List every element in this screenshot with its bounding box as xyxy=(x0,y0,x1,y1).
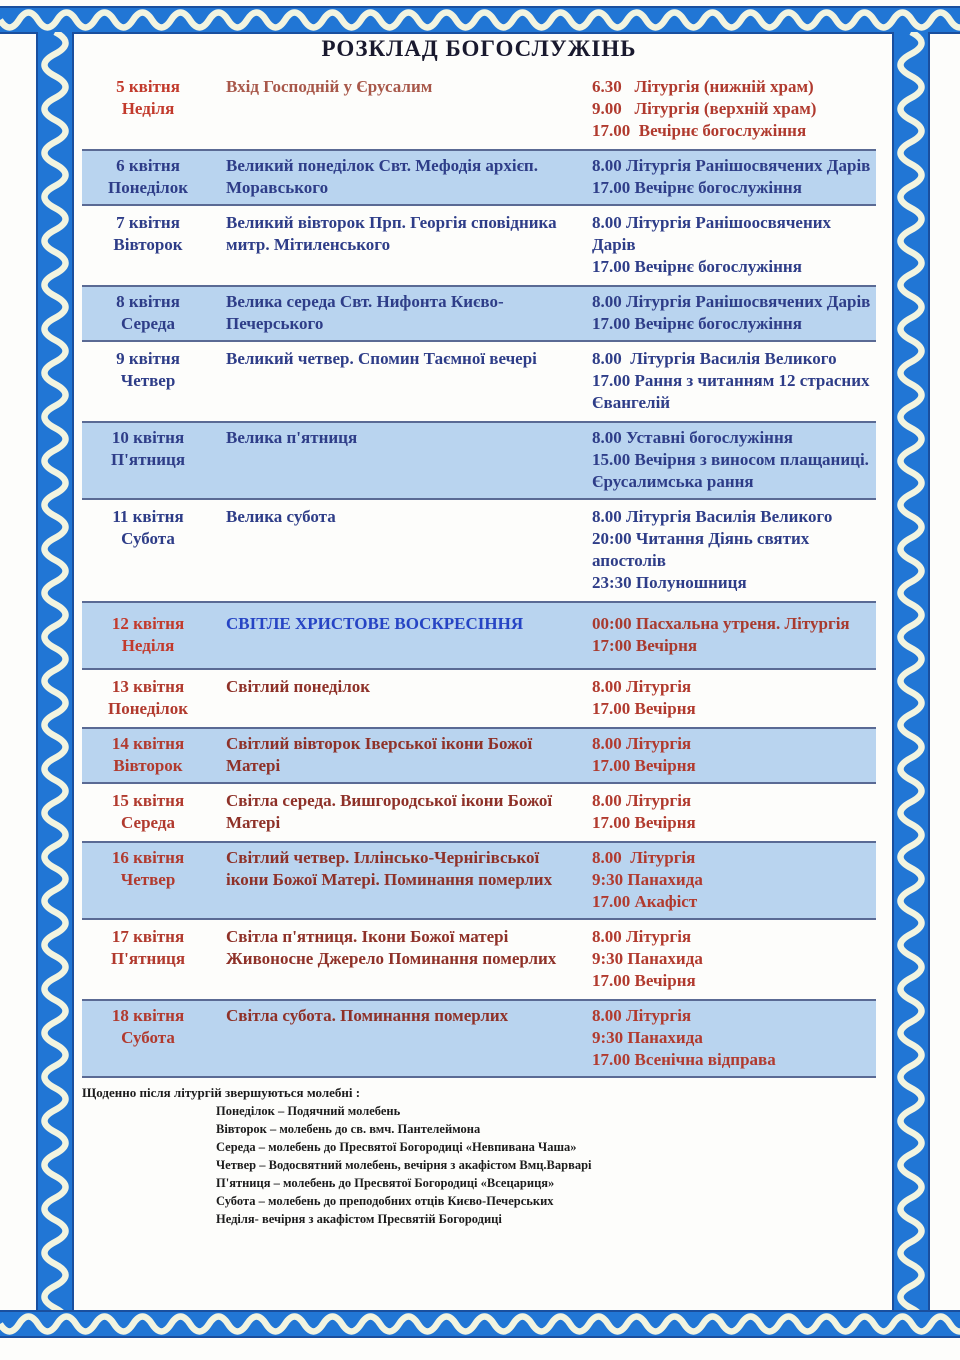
row-description: Світла субота. Поминання померлих xyxy=(226,1006,509,1025)
schedule-row xyxy=(82,920,876,999)
footer-item: Неділя- вечірня з акафістом Пресвятій Богородиці xyxy=(216,1212,502,1226)
service-line: 17.00 Рання з читанням 12 страсних Євангелій xyxy=(592,371,874,412)
row-date-cell xyxy=(82,211,214,278)
row-date-cell xyxy=(82,925,214,992)
schedule-row xyxy=(82,601,876,670)
footer-note xyxy=(82,1084,876,1228)
footer-item: Четвер – Водосвятний молебень, вечірня з акафістом Вмц.Варварі xyxy=(216,1158,592,1172)
service-line: 9:30 Панахида xyxy=(592,949,703,968)
row-day: Понеділок xyxy=(108,178,188,197)
row-date-cell xyxy=(82,846,214,913)
schedule-row xyxy=(82,342,876,421)
wavy-border-top xyxy=(0,6,960,34)
row-description: Світлий понеділок xyxy=(226,677,371,696)
row-date-cell xyxy=(82,505,214,594)
row-date: 13 квітня xyxy=(111,677,185,696)
row-date-cell xyxy=(82,732,214,777)
row-date: 12 квітня xyxy=(111,614,185,633)
footer-item: Середа – молебень до Пресвятої Богородиці «Невпивана Чаша» xyxy=(216,1140,577,1154)
schedule-row xyxy=(82,670,876,727)
row-day: Понеділок xyxy=(108,699,188,718)
row-day: Середа xyxy=(121,314,175,333)
row-date: 11 квітня xyxy=(112,507,184,526)
schedule-row xyxy=(82,841,876,920)
service-line: 8.00 Літургія Ранішосвячених Дарів xyxy=(592,156,871,175)
service-line: 8.00 Літургія xyxy=(592,927,692,946)
row-day: П'ятниця xyxy=(110,949,186,968)
service-line: 17.00 Вечірня xyxy=(592,756,696,775)
row-day: Неділя xyxy=(121,99,175,118)
row-day: Вівторок xyxy=(113,235,183,254)
service-line: 15.00 Вечірня з виносом плащаниці. Єрусалимська рання xyxy=(592,450,874,491)
row-day: Вівторок xyxy=(113,756,183,775)
service-line: 17.00 Акафіст xyxy=(592,892,698,911)
service-line: 9.00 Літургія (верхній храм) xyxy=(592,99,817,118)
schedule-row xyxy=(82,206,876,285)
service-line: 8.00 Літургія Василія Великого xyxy=(592,507,833,526)
row-services xyxy=(584,846,872,913)
row-date: 9 квітня xyxy=(116,349,180,368)
row-services xyxy=(584,505,872,594)
row-date: 15 квітня xyxy=(111,791,185,810)
row-services xyxy=(584,75,872,142)
service-line: 6.30 Літургія (нижній храм) xyxy=(592,77,814,96)
row-description: Світлий четвер. Іллінсько-Чернігівської ікони Божої Матері. Поминання померлих xyxy=(226,848,553,889)
row-date-cell xyxy=(82,675,214,720)
row-description: Світла середа. Вишгородської ікони Божої Матері xyxy=(226,791,557,832)
row-date-cell xyxy=(82,290,214,335)
service-line: 17.00 Вечірнє богослужіння xyxy=(592,121,807,140)
wavy-border-left xyxy=(36,32,74,1312)
service-line: 17.00 Вечірня xyxy=(592,699,696,718)
row-description: Великий вівторок Прп. Георгія сповідника митр. Мітиленського xyxy=(226,213,561,254)
row-services xyxy=(584,426,872,493)
service-line: 9:30 Панахида xyxy=(592,870,703,889)
row-day: Субота xyxy=(121,1028,175,1047)
service-line: 23:30 Полуношниця xyxy=(592,573,747,592)
footer-item: Субота – молебень до преподобних отців Києво-Печерських xyxy=(216,1194,554,1208)
schedule-row xyxy=(82,784,876,841)
row-date: 7 квітня xyxy=(116,213,180,232)
row-description: СВІТЛЕ ХРИСТОВЕ ВОСКРЕСІННЯ xyxy=(226,614,524,633)
service-line: 17.00 Вечірнє богослужіння xyxy=(592,257,802,276)
row-date: 17 квітня xyxy=(111,927,185,946)
wavy-border-bottom xyxy=(0,1310,960,1338)
footer-item: П'ятниця – молебень до Пресвятої Богородиці «Всецариця» xyxy=(216,1176,555,1190)
row-services xyxy=(584,925,872,992)
row-description: Вхід Господній у Єрусалим xyxy=(226,77,433,96)
row-date: 5 квітня xyxy=(116,77,180,96)
footer-heading: Щоденно після літургій звершуються молебні : xyxy=(82,1085,361,1100)
schedule-row xyxy=(82,421,876,500)
footer-item: Понеділок – Подячний молебень xyxy=(216,1104,401,1118)
row-services xyxy=(584,732,872,777)
row-services xyxy=(584,612,872,657)
row-day: Неділя xyxy=(121,636,175,655)
row-services xyxy=(584,789,872,834)
service-line: 8.00 Уставні богослужіння xyxy=(592,428,793,447)
row-description: Велика середа Свт. Нифонта Києво-Печерського xyxy=(226,292,504,333)
row-day: Середа xyxy=(121,813,175,832)
service-line: 8.00 Літургія xyxy=(592,677,692,696)
service-line: 17.00 Вечірнє богослужіння xyxy=(592,314,802,333)
row-day: Субота xyxy=(121,529,175,548)
service-line: 8.00 Літургія Ранішосвячених Дарів xyxy=(592,292,871,311)
row-date: 18 квітня xyxy=(111,1006,185,1025)
row-services xyxy=(584,347,872,414)
row-description: Великий четвер. Спомин Таємної вечері xyxy=(226,349,537,368)
service-line: 8.00 Літургія xyxy=(592,848,696,867)
row-day: Четвер xyxy=(120,870,176,889)
service-line: 17:00 Вечірня xyxy=(592,636,698,655)
row-date-cell xyxy=(82,612,214,657)
service-line: 8.00 Літургія xyxy=(592,734,692,753)
footer-item: Вівторок – молебень до св. вмч. Пантелеймона xyxy=(216,1122,481,1136)
row-services xyxy=(584,154,872,199)
service-line: 17.00 Вечірня xyxy=(592,813,696,832)
row-services xyxy=(584,1004,872,1071)
service-line: 17.00 Вечірнє богослужіння xyxy=(592,178,802,197)
service-line: 8.00 Літургія Ранішоосвячених Дарів xyxy=(592,213,836,254)
schedule-row xyxy=(82,149,876,206)
schedule-row xyxy=(82,285,876,342)
row-day: Четвер xyxy=(120,371,176,390)
service-line: 00:00 Пасхальна утреня. Літургія xyxy=(592,614,850,633)
schedule-row xyxy=(82,999,876,1078)
service-line: 17.00 Всенічна відправа xyxy=(592,1050,776,1069)
service-line: 20:00 Читання Діянь святих апостолів xyxy=(592,529,814,570)
page-content xyxy=(82,36,876,1228)
row-date-cell xyxy=(82,154,214,199)
row-date-cell xyxy=(82,347,214,414)
row-description: Великий понеділок Свт. Мефодія архієп. Моравського xyxy=(226,156,543,197)
row-date: 10 квітня xyxy=(111,428,185,447)
row-date: 8 квітня xyxy=(116,292,180,311)
row-services xyxy=(584,211,872,278)
footer-items xyxy=(216,1102,876,1228)
row-description: Велика субота xyxy=(226,507,336,526)
wavy-border-right xyxy=(892,32,930,1312)
schedule-row xyxy=(82,70,876,149)
row-date: 14 квітня xyxy=(111,734,185,753)
page-title: РОЗКЛАД БОГОСЛУЖІНЬ xyxy=(321,36,637,61)
row-description: Велика п'ятниця xyxy=(226,428,358,447)
row-date-cell xyxy=(82,789,214,834)
row-day: П'ятниця xyxy=(110,450,186,469)
schedule-rows xyxy=(82,70,876,1078)
row-description: Світлий вівторок Іверської ікони Божої Матері xyxy=(226,734,537,775)
schedule-row xyxy=(82,500,876,601)
service-line: 8.00 Літургія Василія Великого xyxy=(592,349,837,368)
row-date: 16 квітня xyxy=(111,848,185,867)
service-line: 9:30 Панахида xyxy=(592,1028,703,1047)
row-services xyxy=(584,675,872,720)
service-line: 17.00 Вечірня xyxy=(592,971,696,990)
service-line: 8.00 Літургія xyxy=(592,791,692,810)
service-line: 8.00 Літургія xyxy=(592,1006,692,1025)
row-description: Світла п'ятниця. Ікони Божої матері Живоносне Джерело Поминання померлих xyxy=(226,927,557,968)
row-services xyxy=(584,290,872,335)
row-date: 6 квітня xyxy=(116,156,180,175)
row-date-cell xyxy=(82,426,214,493)
schedule-row xyxy=(82,727,876,784)
row-date-cell xyxy=(82,75,214,142)
row-date-cell xyxy=(82,1004,214,1071)
